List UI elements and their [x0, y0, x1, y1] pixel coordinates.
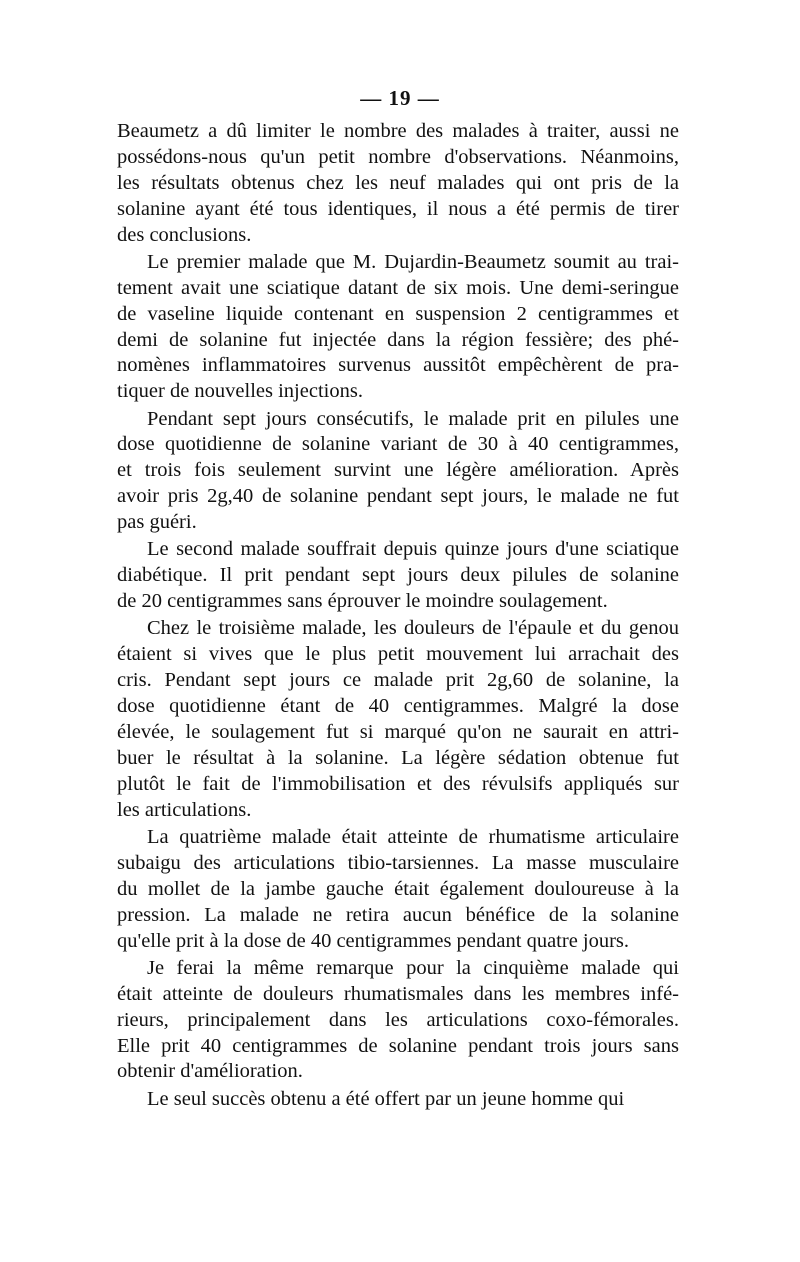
- paragraph: [117, 119, 679, 248]
- text-line: Le second malade souffrait depuis quinze jours d'une sciatique: [147, 538, 679, 561]
- text-line: Elle prit 40 centigrammes de solanine pendant trois jours sans: [117, 1034, 679, 1057]
- text-line: plutôt le fait de l'immobilisation et des révulsifs appliqués sur: [117, 772, 679, 795]
- text-line: La quatrième malade était atteinte de rhumatisme articulaire: [147, 826, 679, 848]
- text-line: Chez le troisième malade, les douleurs de l'épaule et du genou: [147, 617, 679, 640]
- text-line: diabétique. Il prit pendant sept jours deux pilules de solanine: [117, 564, 679, 587]
- text-line: de vaseline liquide contenant en suspension 2 centigrammes et: [117, 302, 679, 325]
- paragraph: [117, 616, 679, 823]
- text-line: Beaumetz a dû limiter le nombre des malades à traiter, aussi ne: [117, 120, 679, 142]
- text-line: subaigu des articulations tibio-tarsiennes. La masse musculaire: [117, 851, 679, 874]
- text-line: avoir pris 2g,40 de solanine pendant sept jours, le malade ne fut: [117, 485, 679, 508]
- text-line: les résultats obtenus chez les neuf malades qui ont pris de la: [117, 171, 679, 194]
- text-line: des conclusions.: [117, 223, 252, 246]
- text-line: les articulations.: [117, 798, 252, 821]
- text-line: était atteinte de douleurs rhumatismales dans les membres infé-: [117, 982, 679, 1005]
- text-line: du mollet de la jambe gauche était également douloureuse à la: [117, 877, 679, 900]
- text-line: obtenir d'amélioration.: [117, 1060, 303, 1083]
- paragraph: [117, 537, 679, 615]
- text-line: nomènes inflammatoires survenus aussitôt empêchèrent de pra-: [117, 354, 679, 377]
- text-line: et trois fois seulement survint une légère amélioration. Après: [117, 459, 679, 482]
- text-line: pas guéri.: [117, 511, 197, 534]
- text-line: solanine ayant été tous identiques, il nous a été permis de tirer: [117, 197, 679, 220]
- text-line: buer le résultat à la solanine. La légère sédation obtenue fut: [117, 746, 679, 769]
- text-line: possédons-nous qu'un petit nombre d'observations. Néanmoins,: [117, 145, 679, 168]
- text-line: Le premier malade que M. Dujardin-Beaumetz soumit au trai-: [147, 250, 679, 273]
- paragraph: [117, 1087, 679, 1113]
- paragraph: [117, 407, 679, 536]
- paragraph: [117, 956, 679, 1085]
- body-text: [117, 119, 679, 1114]
- paragraph: [117, 250, 679, 405]
- text-line: demi de solanine fut injectée dans la région fessière; des phé-: [117, 328, 679, 351]
- text-line: Pendant sept jours consécutifs, le malade prit en pilules une: [147, 407, 679, 430]
- text-line: de 20 centigrammes sans éprouver le moindre soulagement.: [117, 590, 608, 613]
- text-line: pression. La malade ne retira aucun bénéfice de la solanine: [117, 903, 679, 926]
- page-number: — 19 —: [360, 86, 440, 110]
- text-line: dose quotidienne de solanine variant de 30 à 40 centigrammes,: [117, 433, 679, 456]
- text-line: rieurs, principalement dans les articulations coxo-fémorales.: [117, 1008, 679, 1031]
- text-line: Je ferai la même remarque pour la cinquième malade qui: [147, 956, 679, 979]
- text-line: cris. Pendant sept jours ce malade prit 2g,60 de solanine, la: [117, 669, 679, 692]
- text-line: élevée, le soulagement fut si marqué qu'on ne saurait en attri-: [117, 721, 679, 744]
- text-line: tement avait une sciatique datant de six mois. Une demi-seringue: [117, 276, 679, 299]
- paragraph: [117, 825, 679, 954]
- text-line: dose quotidienne étant de 40 centigrammes. Malgré la dose: [117, 695, 679, 718]
- text-line: Le seul succès obtenu a été offert par un jeune homme qui: [147, 1087, 625, 1110]
- text-line: tiquer de nouvelles injections.: [117, 380, 363, 403]
- text-line: qu'elle prit à la dose de 40 centigrammes pendant quatre jours.: [117, 929, 630, 952]
- text-line: étaient si vives que le plus petit mouvement lui arrachait des: [117, 643, 679, 666]
